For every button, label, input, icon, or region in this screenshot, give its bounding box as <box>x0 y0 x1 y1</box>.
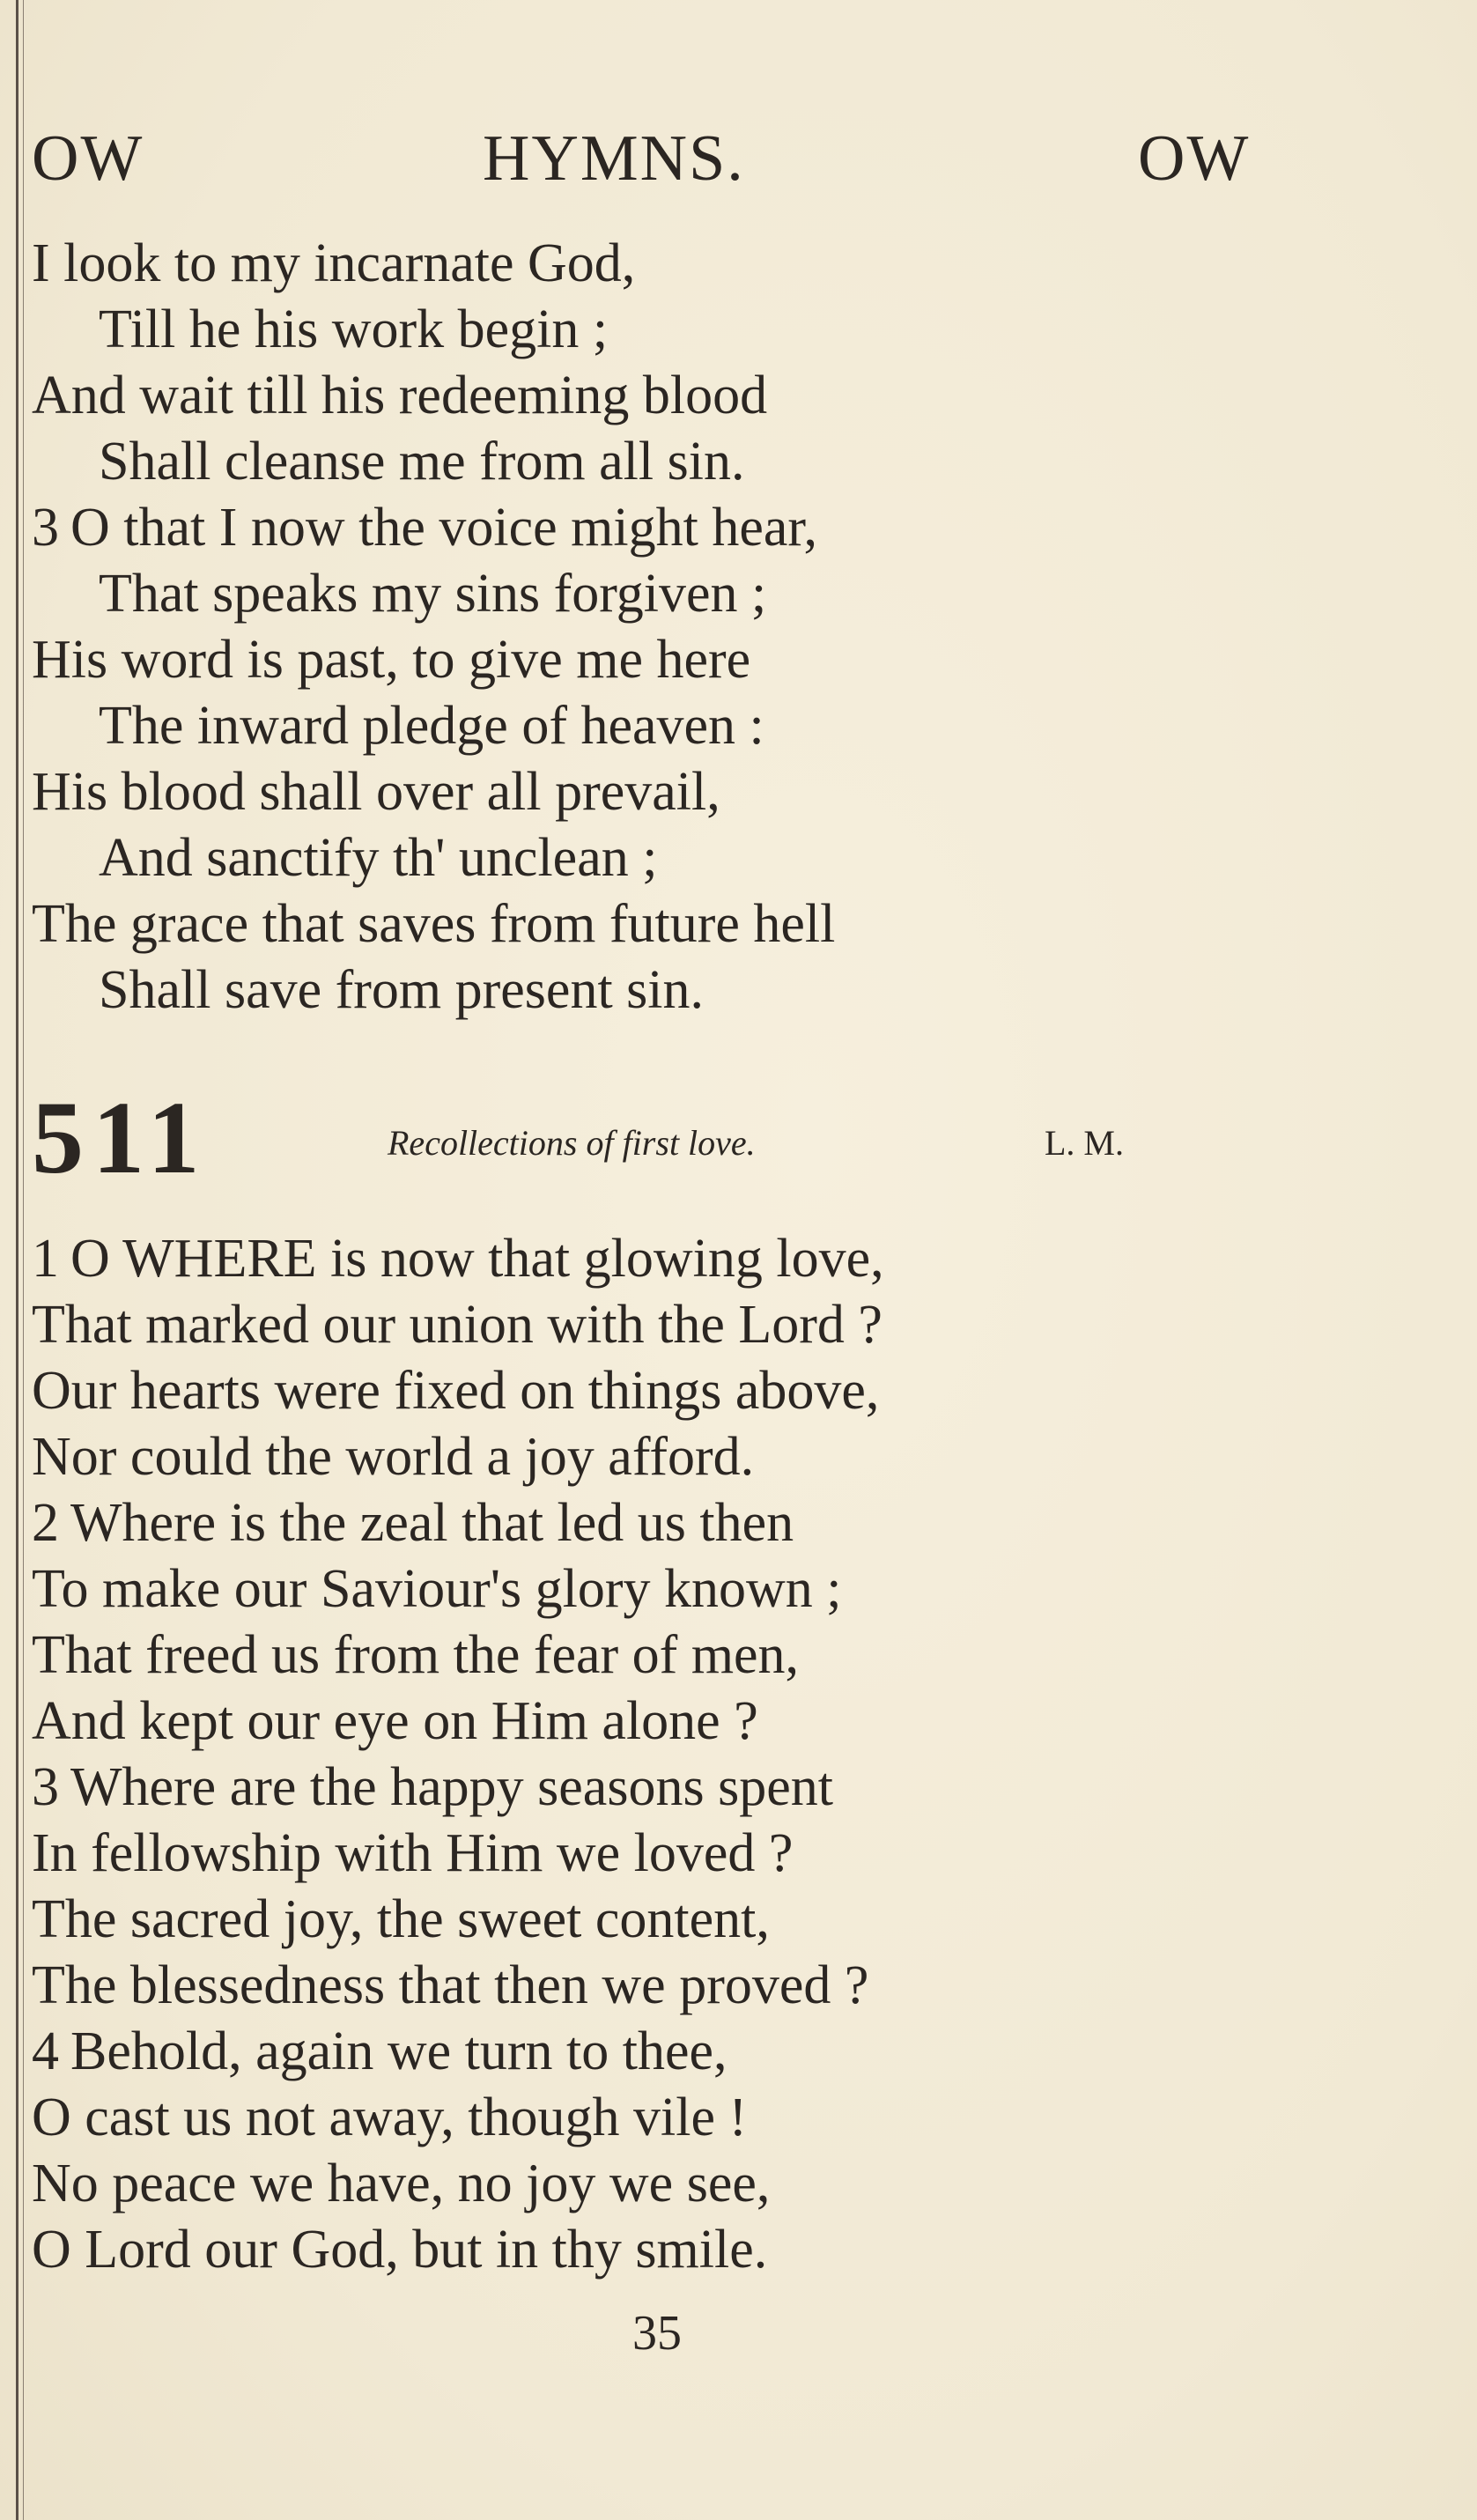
header-right: OW <box>1138 122 1251 195</box>
verse-line <box>32 693 1265 759</box>
verse-line-text: Where are the happy seasons spent <box>70 1757 833 1817</box>
header-left: OW <box>32 122 144 195</box>
verse-line <box>32 1953 1265 2019</box>
verse-line <box>32 1424 1265 1490</box>
verse-line <box>32 1689 1265 1755</box>
page-gutter-line-thin <box>23 0 24 2520</box>
verse-line <box>32 1821 1265 1887</box>
verse-line <box>32 2085 1265 2151</box>
verse-line <box>32 891 1265 957</box>
verse-line <box>32 495 1265 561</box>
verse-line-text: That freed us from the fear of men, <box>32 1625 800 1685</box>
verse-line <box>32 363 1265 429</box>
verse-line <box>32 627 1265 693</box>
verse-line <box>32 1490 1265 1556</box>
page-number: 35 <box>632 2306 682 2361</box>
previous-hymn-continuation <box>32 231 1265 1024</box>
verse-line-text: And wait till his redeeming blood <box>32 366 768 425</box>
stanza-number: 3 <box>32 1757 59 1817</box>
verse-line <box>32 759 1265 825</box>
verse-line-text: Where is the zeal that led us then <box>70 1493 794 1553</box>
verse-line-text: That marked our union with the Lord ? <box>32 1295 883 1355</box>
verse-line-text: The sacred joy, the sweet content, <box>32 1889 770 1949</box>
verse-line-text: Shall cleanse me from all sin. <box>99 432 745 491</box>
verse-line-text: Till he his work begin ; <box>99 299 609 359</box>
verse-line-text: And kept our eye on Him alone ? <box>32 1691 758 1751</box>
stanza-number: 1 <box>32 1229 59 1289</box>
verse-line <box>32 1887 1265 1953</box>
verse-line <box>32 429 1265 495</box>
verse-line-text: Our hearts were fixed on things above, <box>32 1361 880 1421</box>
hymn-title: Recollections of first love. <box>388 1123 756 1163</box>
verse-line-text: His blood shall over all prevail, <box>32 762 720 822</box>
verse-line <box>32 2019 1265 2085</box>
verse-line <box>32 1556 1265 1622</box>
verse-line-text: O cast us not away, though vile ! <box>32 2088 748 2147</box>
stanza-number: 3 <box>32 498 59 558</box>
verse-line-text: In fellowship with Him we loved ? <box>32 1823 794 1883</box>
verse-line-text: And sanctify th' unclean ; <box>99 828 658 888</box>
stanza-number: 2 <box>32 1493 59 1553</box>
verse-line-text: The inward pledge of heaven : <box>99 696 764 756</box>
verse-line-text: To make our Saviour's glory known ; <box>32 1559 842 1619</box>
verse-line-text: The blessedness that then we proved ? <box>32 1955 869 2015</box>
verse-line-text: O Lord our God, but in thy smile. <box>32 2220 768 2280</box>
verse-line-text: His word is past, to give me here <box>32 630 751 690</box>
verse-line <box>32 1226 1265 1292</box>
verse-line-text: No peace we have, no joy we see, <box>32 2154 771 2213</box>
verse-line-text: That speaks my sins forgiven ; <box>99 564 767 624</box>
verse-line <box>32 231 1265 297</box>
hymn-number: 511 <box>32 1080 209 1195</box>
verse-line-text: O WHERE is now that glowing love, <box>70 1229 884 1289</box>
running-header <box>0 123 1477 194</box>
verse-line <box>32 1292 1265 1358</box>
verse-line <box>32 1622 1265 1689</box>
verse-line <box>32 561 1265 627</box>
verse-line <box>32 957 1265 1024</box>
header-title: HYMNS. <box>483 122 745 195</box>
verse-line <box>32 2151 1265 2217</box>
verse-line <box>32 297 1265 363</box>
verse-line-text: Shall save from present sin. <box>99 960 705 1020</box>
hymn-heading <box>32 1080 1177 1195</box>
verse-line-text: Behold, again we turn to thee, <box>70 2021 727 2081</box>
verse-line-text: I look to my incarnate God, <box>32 233 636 293</box>
hymn-meter: L. M. <box>1045 1123 1124 1163</box>
verse-line <box>32 2217 1265 2283</box>
hymn-511-text <box>32 1226 1265 2283</box>
page-gutter-line <box>16 0 18 2520</box>
verse-line-text: O that I now the voice might hear, <box>70 498 818 558</box>
verse-line-text: Nor could the world a joy afford. <box>32 1427 755 1487</box>
stanza-number: 4 <box>32 2021 59 2081</box>
verse-line <box>32 1358 1265 1424</box>
verse-line-text: The grace that saves from future hell <box>32 894 836 954</box>
verse-line <box>32 825 1265 891</box>
verse-line <box>32 1755 1265 1821</box>
